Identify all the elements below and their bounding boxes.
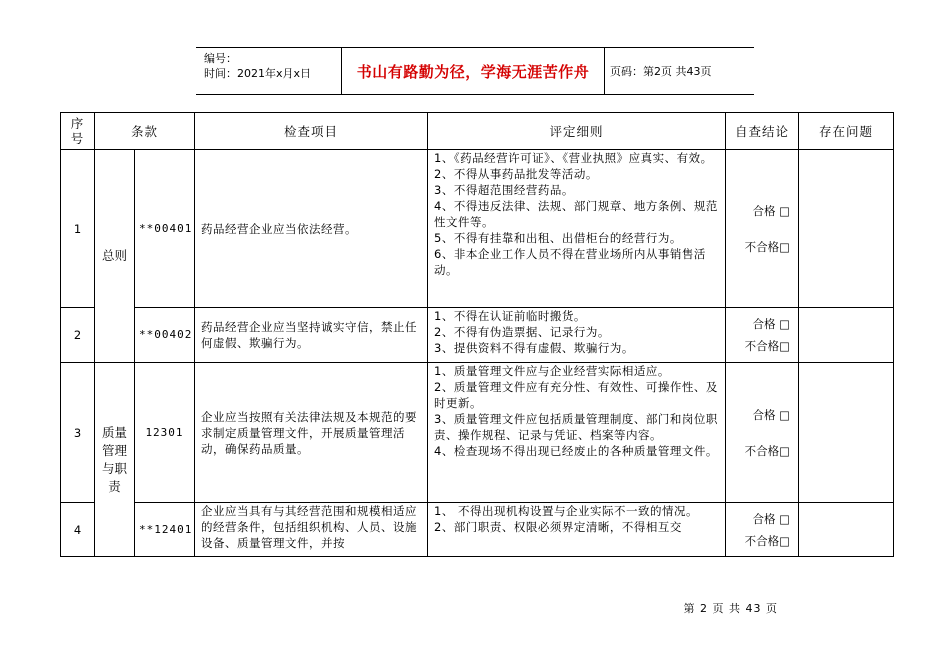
row-item: 药品经营企业应当坚持诚实守信，禁止任何虚假、欺骗行为。 xyxy=(195,308,428,363)
col-header-clause: 条款 xyxy=(95,113,195,150)
inspection-table xyxy=(60,112,894,557)
rule-line: 5、不得有挂靠和出租、出借柜台的经营行为。 xyxy=(434,231,682,245)
table-row xyxy=(61,363,894,503)
col-header-rules: 评定细则 xyxy=(428,113,726,150)
result-fail-checkbox[interactable]: 不合格□ xyxy=(744,533,791,548)
col-header-item: 检查项目 xyxy=(195,113,428,150)
row-item: 药品经营企业应当依法经营。 xyxy=(195,150,428,308)
col-header-result: 自查结论 xyxy=(726,113,799,150)
row-code: **00402 xyxy=(135,308,195,363)
rule-line: 2、不得有伪造票据、记录行为。 xyxy=(434,325,610,339)
row-issues-cell[interactable] xyxy=(799,308,894,363)
section-quality-text: 质量管理与职责 xyxy=(101,424,127,494)
rule-line: 4、检查现场不得出现已经废止的各种质量管理文件。 xyxy=(434,444,718,458)
result-fail-checkbox[interactable]: 不合格□ xyxy=(744,339,791,353)
section-quality xyxy=(95,363,135,557)
header-meta xyxy=(196,48,342,94)
row-issues-cell[interactable] xyxy=(799,150,894,308)
rule-line: 1、《药品经营许可证》、《营业执照》应真实、有效。 xyxy=(434,151,713,165)
col-header-seq-text: 序号 xyxy=(70,115,85,146)
table-header-row xyxy=(61,113,894,150)
row-rules xyxy=(428,363,726,503)
header-number-label: 编号： xyxy=(204,52,237,65)
row-item: 企业应当具有与其经营范围和规模相适应的经营条件，包括组织机构、人员、设施设备、质量管理文件，并按 xyxy=(195,503,428,557)
row-code: **00401 xyxy=(135,150,195,308)
row-item: 企业应当按照有关法律法规及本规范的要求制定质量管理文件，开展质量管理活动，确保药品质量。 xyxy=(195,363,428,503)
table-row xyxy=(61,503,894,557)
row-result xyxy=(726,363,799,503)
result-pass-checkbox[interactable]: 合格 □ xyxy=(752,511,791,526)
header-page-number: 页码：第2页 共43页 xyxy=(610,65,712,78)
header-date: 时间：2021年x月x日 xyxy=(204,67,312,80)
row-result xyxy=(726,150,799,308)
section-general: 总则 xyxy=(95,150,135,363)
row-issues-cell[interactable] xyxy=(799,363,894,503)
result-fail-checkbox[interactable]: 不合格□ xyxy=(744,443,791,458)
result-pass-checkbox[interactable]: 合格 □ xyxy=(752,407,791,422)
rule-line: 1、 不得出现机构设置与企业实际不一致的情况。 xyxy=(434,504,698,518)
rule-line: 2、部门职责、权限必须界定清晰，不得相互交 xyxy=(434,520,682,534)
row-seq: 3 xyxy=(61,363,95,503)
result-pass-checkbox[interactable]: 合格 □ xyxy=(752,317,791,331)
rule-line: 1、质量管理文件应与企业经营实际相适应。 xyxy=(434,364,670,378)
row-seq: 2 xyxy=(61,308,95,363)
rule-line: 4、不得违反法律、法规、部门规章、地方条例、规范性文件等。 xyxy=(434,199,718,229)
rule-line: 3、提供资料不得有虚假、欺骗行为。 xyxy=(434,341,634,355)
result-pass-checkbox[interactable]: 合格 □ xyxy=(752,203,791,218)
row-result xyxy=(726,308,799,363)
rule-line: 6、非本企业工作人员不得在营业场所内从事销售活动。 xyxy=(434,247,706,277)
rule-line: 3、不得超范围经营药品。 xyxy=(434,183,574,197)
row-rules xyxy=(428,150,726,308)
row-code: 12301 xyxy=(135,363,195,503)
row-rules xyxy=(428,308,726,363)
row-rules xyxy=(428,503,726,557)
table-row xyxy=(61,150,894,308)
table-row xyxy=(61,308,894,363)
row-issues-cell[interactable] xyxy=(799,503,894,557)
row-seq: 4 xyxy=(61,503,95,557)
result-fail-checkbox[interactable]: 不合格□ xyxy=(744,239,791,254)
rule-line: 2、不得从事药品批发等活动。 xyxy=(434,167,598,181)
row-result xyxy=(726,503,799,557)
rule-line: 1、不得在认证前临时搬货。 xyxy=(434,309,586,323)
row-seq: 1 xyxy=(61,150,95,308)
rule-line: 2、质量管理文件应有充分性、有效性、可操作性、及时更新。 xyxy=(434,380,718,410)
row-code: **12401 xyxy=(135,503,195,557)
rule-line: 3、质量管理文件应包括质量管理制度、部门和岗位职责、操作规程、记录与凭证、档案等内容。 xyxy=(434,412,718,442)
col-header-issues: 存在问题 xyxy=(799,113,894,150)
page-header xyxy=(196,47,754,95)
col-header-seq xyxy=(61,113,95,150)
page-footer: 第 2 页 共 43 页 xyxy=(683,602,778,615)
header-motto: 书山有路勤为径，学海无涯苦作舟 xyxy=(342,48,605,94)
